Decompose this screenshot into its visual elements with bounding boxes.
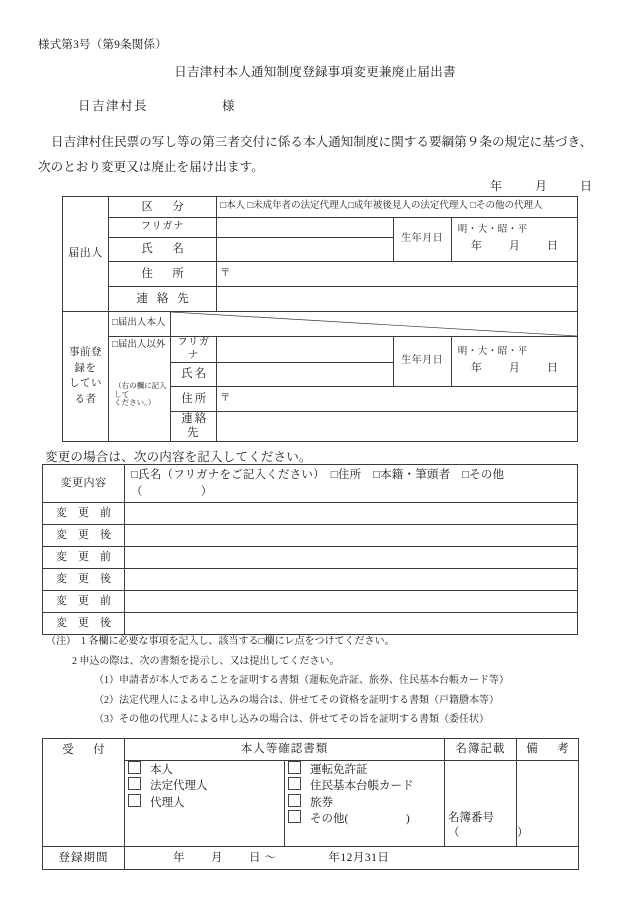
period-tilde: 〜 xyxy=(264,851,277,864)
contact-input-2[interactable] xyxy=(217,412,578,442)
registrant-section-label xyxy=(63,312,109,442)
address-input-2[interactable] xyxy=(217,387,578,412)
roster-number-label: 名簿番号 xyxy=(448,812,494,825)
other-registrant-checkbox[interactable]: □届出人以外 xyxy=(112,340,166,350)
applicant-section-label: 届出人 xyxy=(63,197,109,312)
checkbox-icon[interactable] xyxy=(288,810,301,823)
form-number: 様式第3号（第9条関係） xyxy=(38,39,167,51)
period-label: 登録期間 xyxy=(43,847,125,870)
self-registrant-struck-cell xyxy=(171,312,578,337)
period-day-label: 日 xyxy=(249,851,261,864)
note-2: 2 申込の際は、次の書類を提示し、又は提出してください。 xyxy=(72,655,340,667)
documents-label: 本人等確認書類 xyxy=(125,739,445,761)
document-option-row[interactable] xyxy=(288,761,441,777)
registrant-note-line2: ください。） xyxy=(114,398,156,408)
table-row xyxy=(43,739,579,761)
checkbox-icon[interactable] xyxy=(288,794,301,807)
document-option-row[interactable] xyxy=(288,794,441,810)
person-option-label: 法定代理人 xyxy=(150,780,208,793)
note-item-3: （3）その他の代理人による申し込みの場合は、併せてその旨を証明する書類（委任状） xyxy=(94,714,489,725)
period-year-label: 年 xyxy=(173,851,185,864)
period-month-label: 月 xyxy=(211,851,223,864)
change-content-label: 変更内容 xyxy=(43,465,125,503)
applicant-table xyxy=(62,196,578,442)
person-option-row[interactable] xyxy=(128,761,281,777)
paren-open: （ xyxy=(131,485,143,498)
change-before-input-1[interactable] xyxy=(125,503,578,525)
submission-date-line xyxy=(0,177,592,194)
change-before-label-1: 変 更 前 xyxy=(43,503,125,525)
date-month-label: 月 xyxy=(534,179,547,193)
change-before-label-3: 変 更 前 xyxy=(43,591,125,613)
person-option-row[interactable] xyxy=(128,777,281,793)
address-label-2: 住所 xyxy=(171,387,217,412)
receipt-label: 受 付 xyxy=(43,739,125,847)
table-row xyxy=(43,465,578,503)
other-registrant-cell[interactable] xyxy=(109,337,171,442)
table-row xyxy=(63,337,578,363)
name-input[interactable] xyxy=(217,238,393,262)
change-before-input-2[interactable] xyxy=(125,547,578,569)
roster-number-cell[interactable] xyxy=(445,761,529,847)
address-input[interactable] xyxy=(217,262,578,287)
checkbox-icon[interactable] xyxy=(288,777,301,790)
birthdate-ymd-label: 年 月 日 xyxy=(470,240,566,253)
date-year-label: 年 xyxy=(489,179,502,193)
furigana-input[interactable] xyxy=(217,218,393,238)
name-input-2[interactable] xyxy=(217,363,393,387)
page-title: 日吉津村本人通知制度登録事項変更兼廃止届出書 xyxy=(174,65,456,79)
change-table xyxy=(42,464,578,635)
addressee-label: 日吉津村長 xyxy=(78,99,149,113)
person-type-options[interactable] xyxy=(125,761,285,847)
name-label: 氏 名 xyxy=(109,238,217,262)
self-registrant-checkbox[interactable]: □届出人本人 xyxy=(109,312,171,337)
person-option-label: 本人 xyxy=(150,764,173,776)
postal-mark-icon-2: 〒 xyxy=(220,393,231,405)
notes-section xyxy=(46,632,591,730)
note-item-2: （2）法定代理人による申し込みの場合は、併せてその資格を証明する書類（戸籍謄本等） xyxy=(94,694,499,706)
category-label: 区 分 xyxy=(109,197,217,218)
document-option-label: その他( ) xyxy=(310,813,410,826)
table-row xyxy=(43,847,579,870)
birthdate-label-2: 生年月日 xyxy=(393,337,451,387)
checkbox-icon[interactable] xyxy=(288,761,301,774)
registrant-label-line2: している者 xyxy=(69,378,103,406)
change-before-label-2: 変 更 前 xyxy=(43,547,125,569)
change-after-label-3: 変 更 後 xyxy=(43,613,125,635)
table-row xyxy=(43,591,578,613)
furigana-label-2: フリガナ xyxy=(171,337,217,363)
table-row xyxy=(63,218,578,238)
birthdate-ymd-label-2: 年 月 日 xyxy=(470,362,566,375)
body-paragraph: 日吉津村住民票の写し等の第三者交付に係る本人通知制度に関する要綱第９条の規定に基づき、次のとおり変更又は廃止を届け出ます。 xyxy=(38,135,593,174)
document-option-label: 運転免許証 xyxy=(310,764,368,776)
contact-label-2: 連絡先 xyxy=(171,412,217,442)
birthdate-input[interactable] xyxy=(451,218,577,262)
change-after-input-2[interactable] xyxy=(125,569,578,591)
category-options[interactable]: □本人 □未成年者の法定代理人□成年被後見人の法定代理人 □その他の代理人 xyxy=(217,197,578,218)
contact-input[interactable] xyxy=(217,287,578,312)
person-option-label: 代理人 xyxy=(150,796,185,809)
paren-close: ） xyxy=(200,485,213,498)
table-row xyxy=(63,287,578,312)
period-input[interactable] xyxy=(125,847,579,870)
change-after-input-1[interactable] xyxy=(125,525,578,547)
change-instruction: 変更の場合は、次の内容を記入してください。 xyxy=(45,450,312,464)
change-other-field[interactable] xyxy=(131,485,571,499)
document-option-label: 旅券 xyxy=(310,796,333,809)
table-row xyxy=(63,197,578,218)
change-after-label-1: 変 更 後 xyxy=(43,525,125,547)
document-type-options[interactable] xyxy=(285,761,445,847)
document-option-label: 住民基本台帳カード xyxy=(310,780,414,793)
note-item-1: （1）申請者が本人であることを証明する書類（運転免許証、旅券、住民基本台帳カード等） xyxy=(94,675,509,686)
period-end-label: 年12月31日 xyxy=(328,851,390,864)
note-1: （注） 1 各欄に必要な事項を記入し、該当する□欄にレ点をつけてください。 xyxy=(46,636,395,647)
postal-mark-icon: 〒 xyxy=(220,268,231,280)
furigana-label: フリガナ xyxy=(109,218,217,238)
era-options[interactable]: 明・大・昭・平 xyxy=(457,225,528,236)
checkbox-icon[interactable] xyxy=(128,794,141,807)
table-row xyxy=(43,503,578,525)
table-row xyxy=(63,262,578,287)
change-before-input-3[interactable] xyxy=(125,591,578,613)
name-label-2: 氏名 xyxy=(171,363,217,387)
receipt-table xyxy=(42,738,579,870)
date-day-label: 日 xyxy=(579,179,592,193)
checkbox-icon[interactable] xyxy=(128,777,141,790)
remarks-label: 備 考 xyxy=(517,739,579,761)
document-option-row[interactable] xyxy=(288,777,441,793)
table-row xyxy=(43,525,578,547)
registrant-label-line1: 事前登録を xyxy=(69,346,103,374)
era-options-2[interactable]: 明・大・昭・平 xyxy=(457,347,528,358)
roster-label: 名簿記載 xyxy=(445,739,517,761)
registrant-note-line1: （右の欄に記入して xyxy=(114,380,167,399)
contact-label: 連 絡 先 xyxy=(109,287,217,312)
furigana-input-2[interactable] xyxy=(217,337,393,363)
roster-number-value[interactable]: （ ） xyxy=(448,826,529,839)
person-option-row[interactable] xyxy=(128,794,281,810)
change-options-cell[interactable] xyxy=(125,465,578,503)
change-after-label-2: 変 更 後 xyxy=(43,569,125,591)
table-row xyxy=(43,569,578,591)
checkbox-icon[interactable] xyxy=(128,761,141,774)
birthdate-input-2[interactable] xyxy=(451,337,577,387)
address-label: 住 所 xyxy=(109,262,217,287)
table-row xyxy=(63,312,578,337)
birthdate-label: 生年月日 xyxy=(393,218,451,262)
table-row xyxy=(43,547,578,569)
document-option-row[interactable] xyxy=(288,810,441,826)
change-options[interactable]: □氏名（フリガナをご記入ください） □住所 □本籍・筆頭者 □その他 xyxy=(131,469,505,481)
addressee-suffix: 様 xyxy=(222,99,235,113)
